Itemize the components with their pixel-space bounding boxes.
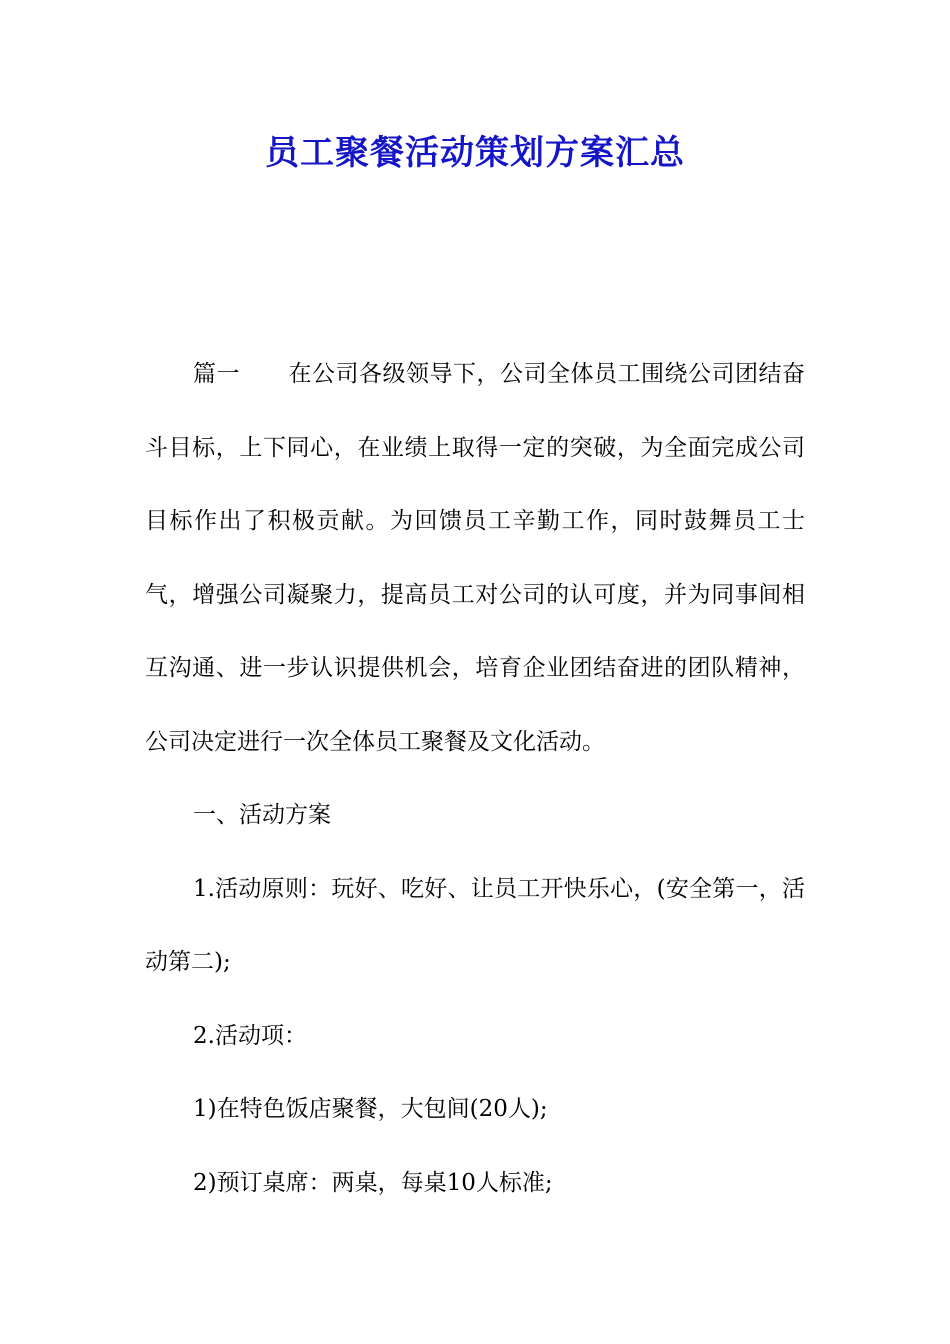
sub-item-tables: 2)预订桌席：两桌，每桌10人标准; xyxy=(193,1169,553,1196)
item-activity-principle: 1.活动原则：玩好、吃好、让员工开快乐心，(安全第一，活动第二); xyxy=(145,875,805,975)
section-label: 篇一 xyxy=(193,361,240,387)
sub-item-restaurant: 1)在特色饭店聚餐，大包间(20人); xyxy=(193,1096,548,1122)
item-activity-items: 2.活动项： xyxy=(193,1022,307,1049)
heading-activity-plan: 一、活动方案 xyxy=(193,802,331,828)
document-body xyxy=(145,338,805,1220)
intro-paragraph xyxy=(145,338,805,779)
document-title: 员工聚餐活动策划方案汇总 xyxy=(265,133,685,173)
intro-text: 在公司各级领导下，公司全体员工围绕公司团结奋斗目标，上下同心，在业绩上取得一定的突破，为全面完成公司目标作出了积极贡献。为回馈员工辛勤工作，同时鼓舞员工士气，增强公司凝聚力，提高员工对公司的认可度，并为同事间相互沟通、进一步认识提供机会，培育企业团结奋进的团队精神，公司决定进行一次全体员工聚餐及文化活动。 xyxy=(145,361,805,755)
